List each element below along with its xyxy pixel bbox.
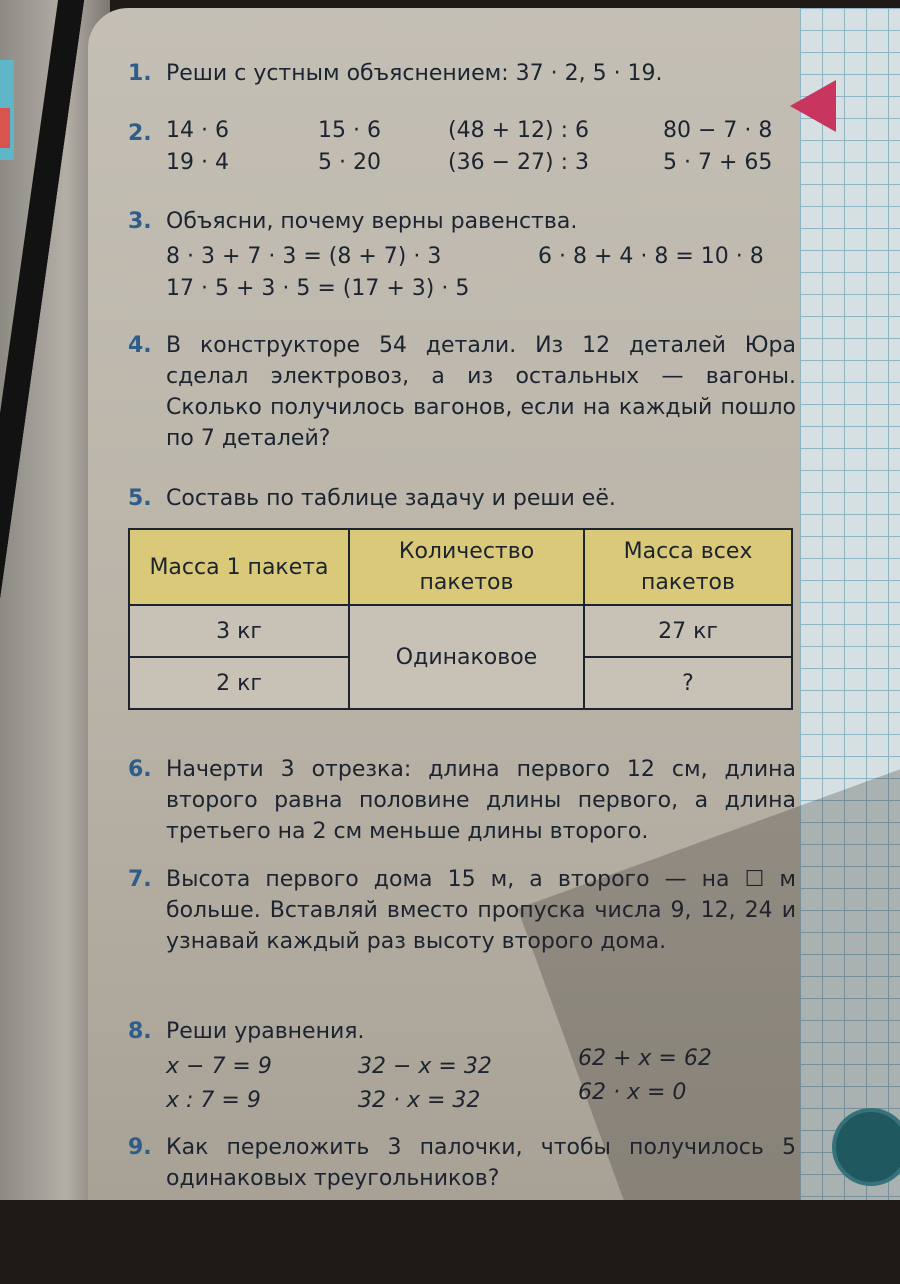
expression: 19 · 4 xyxy=(166,150,229,175)
task-text: В конструкторе 54 детали. Из 12 деталей Юра сделал электровоз, а из остальных — вагоны. Сколько получилось вагонов, если на каждый пошло по 7 деталей? xyxy=(166,333,796,451)
equation: 17 · 5 + 3 · 5 = (17 + 3) · 5 xyxy=(166,276,470,301)
equation: 32 − x = 32 xyxy=(358,1054,492,1079)
equation: 62 · x = 0 xyxy=(578,1080,687,1105)
task-number: 9. xyxy=(128,1135,152,1160)
task-text: Высота первого дома 15 м, а второго — на ☐ м больше. Вставляй вместо пропуска числа 9, 12, 24 и узнавай каждый раз высоту второго дома. xyxy=(166,867,796,954)
task-text: Реши с устным объяснением: 37 · 2, 5 · 19. xyxy=(166,61,663,86)
task-text: Объясни, почему верны равенства. xyxy=(166,209,578,234)
task-number: 1. xyxy=(128,61,152,86)
task-number: 8. xyxy=(128,1019,152,1044)
table-cell: 2 кг xyxy=(129,657,349,709)
textbook-page xyxy=(88,8,900,1200)
task-text: Реши уравнения. xyxy=(166,1019,365,1044)
table-cell: 3 кг xyxy=(129,605,349,657)
equation: 6 · 8 + 4 · 8 = 10 · 8 xyxy=(538,244,764,269)
expression: 5 · 7 + 65 xyxy=(663,150,773,175)
table-header: Количество пакетов xyxy=(349,529,584,605)
equation: x : 7 = 9 xyxy=(166,1088,261,1113)
table-header-row xyxy=(129,529,792,605)
task-number: 6. xyxy=(128,757,152,782)
table-header: Масса всех пакетов xyxy=(584,529,792,605)
mass-table xyxy=(128,528,793,710)
task-number: 7. xyxy=(128,867,152,892)
task-text: Начерти 3 отрезка: длина первого 12 см, длина второго равна половине длины первого, а длина третьего на 2 см меньше длины второго. xyxy=(166,757,796,844)
expression: 14 · 6 xyxy=(166,118,229,143)
expression: 80 − 7 · 8 xyxy=(663,118,773,143)
equation: 8 · 3 + 7 · 3 = (8 + 7) · 3 xyxy=(166,244,442,269)
equation: x − 7 = 9 xyxy=(166,1054,272,1079)
task-number: 3. xyxy=(128,209,152,234)
table-cell: Одинаковое xyxy=(349,605,584,709)
equation: 62 + x = 62 xyxy=(578,1046,712,1071)
table-row xyxy=(129,605,792,657)
task-text: Как переложить 3 палочки, чтобы получилось 5 одинаковых треугольников? xyxy=(166,1135,796,1191)
task-number: 5. xyxy=(128,486,152,511)
equation: 32 · x = 32 xyxy=(358,1088,481,1113)
table-header: Масса 1 пакета xyxy=(129,529,349,605)
task-number: 4. xyxy=(128,333,152,358)
task-text: Составь по таблице задачу и реши её. xyxy=(166,486,616,511)
expression: (36 − 27) : 3 xyxy=(448,150,589,175)
task-number: 2. xyxy=(128,121,152,146)
expression: 5 · 20 xyxy=(318,150,381,175)
triangle-marker-icon xyxy=(790,80,836,132)
table-cell: 27 кг xyxy=(584,605,792,657)
expression: (48 + 12) : 6 xyxy=(448,118,589,143)
expression: 15 · 6 xyxy=(318,118,381,143)
table-cell: ? xyxy=(584,657,792,709)
